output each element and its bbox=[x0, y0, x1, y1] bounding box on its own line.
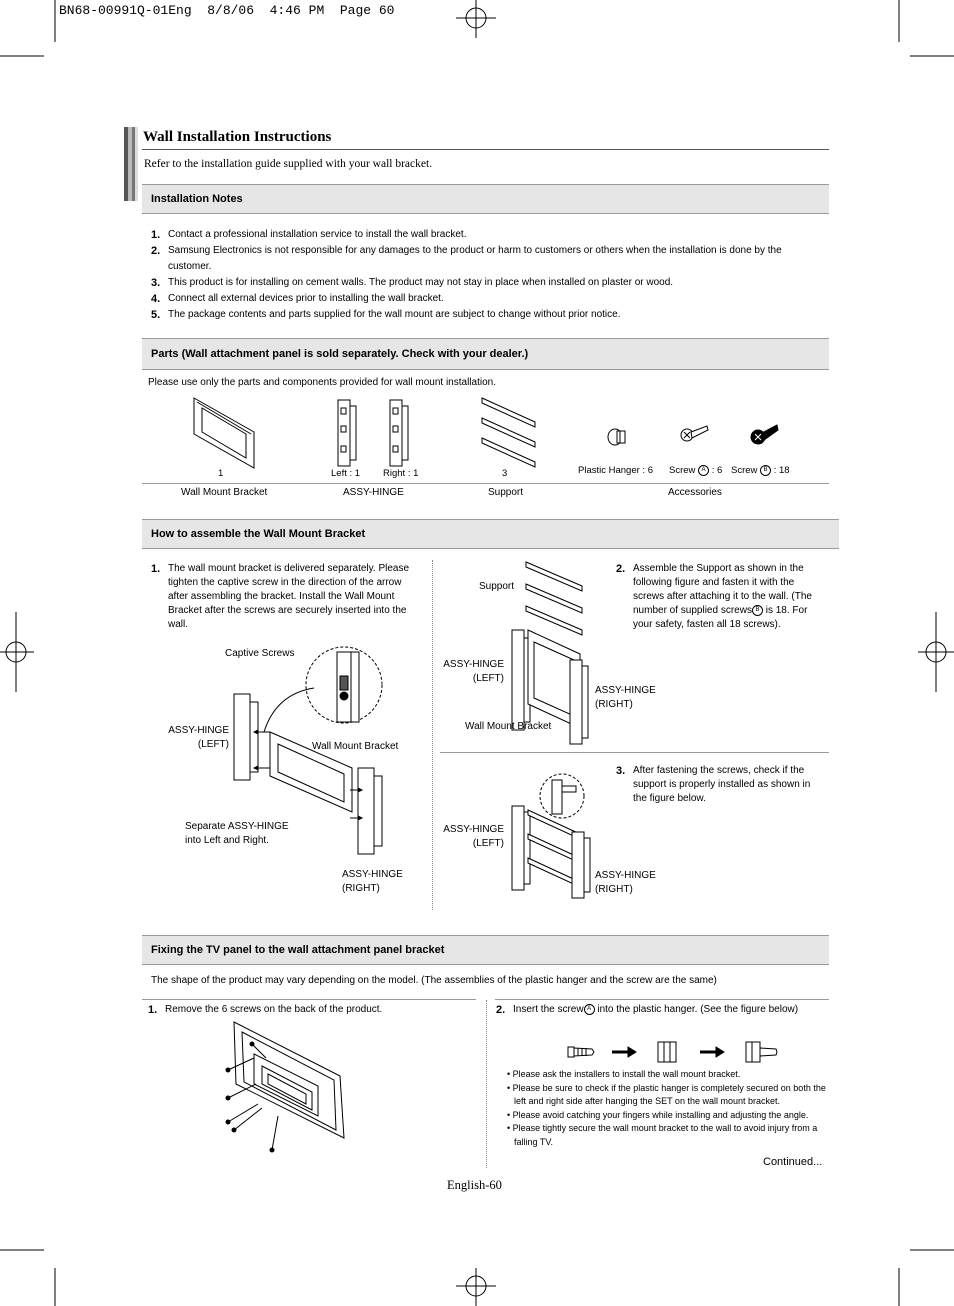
parts-divider bbox=[142, 483, 829, 484]
separate-hinge-label: Separate ASSY-HINGE into Left and Right. bbox=[185, 821, 289, 846]
screw-a-mark: A bbox=[584, 1004, 595, 1015]
assemble-heading: How to assemble the Wall Mount Bracket bbox=[142, 519, 839, 549]
assemble-step-3: 3. After fastening the screws, check if the support is properly installed as shown in the figure below. bbox=[616, 765, 811, 804]
title-accent-bar bbox=[124, 127, 138, 201]
screw-b-mark: B bbox=[752, 605, 763, 616]
screw-a-icon bbox=[678, 423, 708, 445]
screw-a-qty: Screw A : 6 bbox=[669, 465, 723, 476]
title-rule bbox=[142, 149, 829, 150]
fixing-notes-list bbox=[507, 1068, 829, 1149]
wall-mount-bracket-icon bbox=[190, 396, 260, 466]
bracket-qty: 1 bbox=[218, 468, 224, 479]
plastic-hanger-icon bbox=[606, 426, 628, 448]
step2-hinge-right-label: ASSY-HINGE (RIGHT) bbox=[595, 685, 656, 710]
list-item: 4. Connect all external devices prior to installing the wall bracket. bbox=[151, 293, 444, 305]
list-item: 2. Samsung Electronics is not responsible for any damages to the product or harm to customers or others when the installation is done by the customer. bbox=[151, 245, 782, 272]
list-item: 3. This product is for installing on cement walls. The product may not stay in place when installed on plaster or wood. bbox=[151, 277, 674, 289]
list-item: • Please tightly secure the wall mount bracket to the wall to avoid injury from a falling TV. bbox=[507, 1123, 818, 1147]
bracket-name: Wall Mount Bracket bbox=[181, 487, 268, 498]
step2-step3-divider bbox=[440, 752, 829, 753]
installation-notes-list bbox=[151, 227, 821, 323]
hinge-left-icon bbox=[336, 398, 358, 468]
step3-hinge-right-label: ASSY-HINGE (RIGHT) bbox=[595, 870, 656, 895]
fixing-right-rule bbox=[495, 999, 829, 1000]
fixing-heading: Fixing the TV panel to the wall attachment panel bracket bbox=[142, 935, 829, 965]
continued-label: Continued... bbox=[763, 1156, 823, 1168]
assemble-step-1: 1. The wall mount bracket is delivered separately. Please tighten the captive screw in the direction of the arrow after assembling the bracket. Install the Wall Mount Bracket after the screws are securely inserted into the wall. bbox=[151, 563, 410, 630]
screw-hanger-sequence-diagram bbox=[566, 1036, 786, 1066]
step3-hinge-left-label: ASSY-HINGE (LEFT) bbox=[443, 824, 504, 849]
screw-b-qty: Screw B : 18 bbox=[731, 465, 790, 476]
fixing-column-divider bbox=[486, 1000, 488, 1168]
hinge-right-qty: Right : 1 bbox=[383, 468, 419, 479]
parts-intro: Please use only the parts and components provided for wall mount installation. bbox=[148, 377, 496, 388]
parts-heading: Parts (Wall attachment panel is sold separately. Check with your dealer.) bbox=[142, 338, 829, 370]
step1-hinge-left-label: ASSY-HINGE (LEFT) bbox=[168, 725, 229, 750]
step3-assembly-diagram bbox=[510, 770, 600, 900]
fixing-left-rule bbox=[142, 999, 476, 1000]
page-number: English-60 bbox=[447, 1178, 502, 1192]
fixing-intro: The shape of the product may vary depending on the model. (The assemblies of the plastic hanger and the screw are the same) bbox=[151, 975, 717, 986]
hinge-left-qty: Left : 1 bbox=[331, 468, 361, 479]
step2-support-label: Support bbox=[479, 581, 515, 592]
tv-back-diagram bbox=[222, 1018, 352, 1158]
accessories-name: Accessories bbox=[668, 487, 722, 498]
list-item: 5. The package contents and parts supplied for the wall mount are subject to change without prior notice. bbox=[151, 309, 621, 321]
intro-text: Refer to the installation guide supplied with your wall bracket. bbox=[144, 158, 433, 170]
hinge-name: ASSY-HINGE bbox=[343, 487, 404, 498]
step2-hinge-left-label: ASSY-HINGE (LEFT) bbox=[443, 659, 504, 684]
fixing-step-1: 1. Remove the 6 screws on the back of the product. bbox=[148, 1004, 383, 1016]
column-divider bbox=[432, 560, 434, 910]
list-item: • Please avoid catching your fingers while installing and adjusting the angle. bbox=[507, 1109, 809, 1120]
hinge-right-icon bbox=[388, 398, 410, 468]
support-name: Support bbox=[488, 487, 524, 498]
fixing-step-2: 2. Insert the screw A into the plastic hanger. (See the figure below) bbox=[496, 1004, 799, 1016]
support-qty: 3 bbox=[502, 468, 508, 479]
screw-b-mark: B bbox=[760, 465, 771, 476]
support-rails-icon bbox=[480, 396, 540, 476]
assemble-step-2: 2. Assemble the Support as shown in the following figure and fasten it with the screws after attaching it to the wall. (The number of supplied screws B is 18. For your safety, fasten all 18 screws). bbox=[616, 563, 812, 630]
screw-b-icon bbox=[749, 422, 779, 448]
print-header: BN68-00991Q-01Eng 8/8/06 4:46 PM Page 60 bbox=[59, 3, 395, 18]
list-item: • Please ask the installers to install the wall mount bracket. bbox=[507, 1069, 741, 1079]
step1-hinge-right-label: ASSY-HINGE (RIGHT) bbox=[342, 869, 403, 894]
screw-a-mark: A bbox=[698, 465, 709, 476]
step1-bracket-label: Wall Mount Bracket bbox=[312, 741, 399, 752]
page-title: Wall Installation Instructions bbox=[143, 129, 332, 145]
step2-bracket-label: Wall Mount Bracket bbox=[465, 721, 552, 732]
list-item: • Please be sure to check if the plastic hanger is completely secured on both the left and right side after hanging the SET on the wall mount bracket. bbox=[507, 1082, 826, 1106]
captive-screws-label: Captive Screws bbox=[225, 648, 295, 659]
installation-notes-heading: Installation Notes bbox=[142, 184, 829, 214]
plastic-hanger-qty: Plastic Hanger : 6 bbox=[578, 465, 653, 476]
list-item: 1. Contact a professional installation service to install the wall bracket. bbox=[151, 229, 467, 241]
